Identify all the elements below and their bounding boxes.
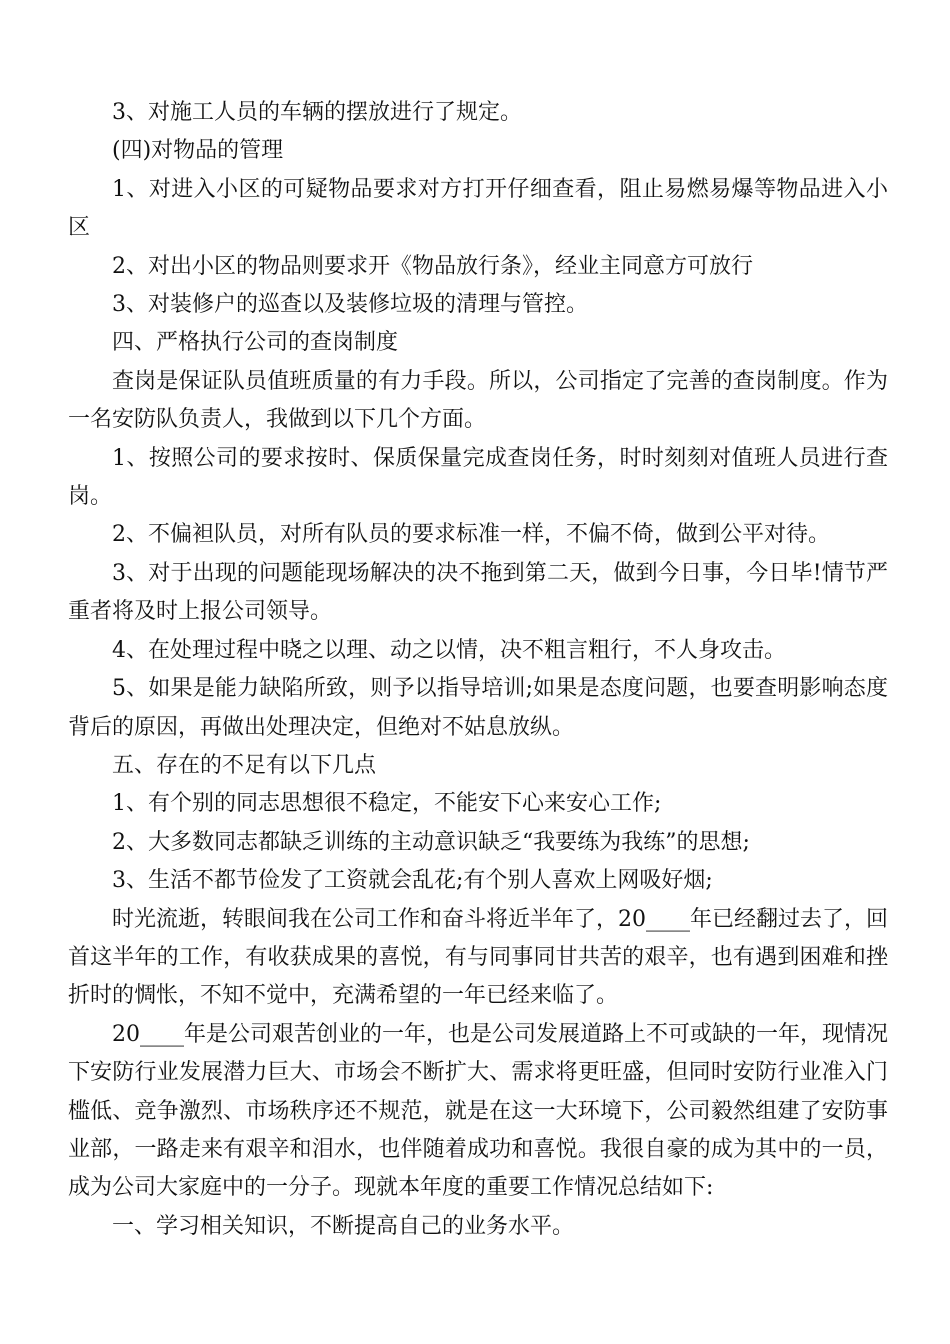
section-heading: (四)对物品的管理 bbox=[112, 138, 284, 164]
paragraph: 4、在处理过程中晓之以理、动之以情，决不粗言粗行，不人身攻击。 bbox=[112, 637, 786, 663]
paragraph: 3、生活不都节俭发了工资就会乱花;有个别人喜欢上网吸好烟; bbox=[112, 868, 713, 894]
paragraph: 查岗是保证队员值班质量的有力手段。所以，公司指定了完善的查岗制度。作为一名安防队负责人，我做到以下几个方面。 bbox=[68, 368, 888, 433]
paragraph: 3、对于出现的问题能现场解决的决不拖到第二天，做到今日事，今日毕!情节严重者将及时上报公司领导。 bbox=[68, 560, 888, 625]
paragraph: 1、对进入小区的可疑物品要求对方打开仔细查看，阻止易燃易爆等物品进入小区 bbox=[68, 176, 888, 241]
paragraph: 2、大多数同志都缺乏训练的主动意识缺乏“我要练为我练”的思想; bbox=[112, 829, 750, 855]
paragraph: 3、对施工人员的车辆的摆放进行了规定。 bbox=[112, 100, 522, 125]
paragraph: 1、按照公司的要求按时、保质保量完成查岗任务，时时刻刻对值班人员进行查岗。 bbox=[68, 445, 888, 510]
paragraph: 5、如果是能力缺陷所致，则予以指导培训;如果是态度问题，也要查明影响态度背后的原因，再做出处理决定，但绝对不姑息放纵。 bbox=[68, 676, 888, 740]
paragraph: 时光流逝，转眼间我在公司工作和奋斗将近半年了，20____年已经翻过去了，回首这半年的工作，有收获成果的喜悦，有与同事同甘共苦的艰辛，也有遇到困难和挫折时的惆怅，不知不觉中，充满希望的一年已经来临了。 bbox=[68, 906, 888, 1009]
paragraph: 3、对装修户的巡查以及装修垃圾的清理与管控。 bbox=[112, 292, 588, 318]
section-heading: 一、学习相关知识，不断提高自己的业务水平。 bbox=[112, 1213, 575, 1239]
paragraph: 1、有个别的同志思想很不稳定，不能安下心来安心工作; bbox=[112, 791, 662, 817]
paragraph: 2、对出小区的物品则要求开《物品放行条》，经业主同意方可放行 bbox=[112, 253, 753, 279]
document-page bbox=[68, 94, 888, 1246]
section-heading: 五、存在的不足有以下几点 bbox=[112, 752, 377, 778]
section-heading: 四、严格执行公司的查岗制度 bbox=[112, 330, 399, 356]
paragraph: 2、不偏袒队员，对所有队员的要求标准一样，不偏不倚，做到公平对待。 bbox=[112, 522, 830, 548]
paragraph: 20____年是公司艰苦创业的一年，也是公司发展道路上不可或缺的一年，现情况下安防行业发展潜力巨大、市场会不断扩大、需求将更旺盛，但同时安防行业准入门槛低、竞争激烈、市场秩序还不规范，就是在这一大环境下，公司毅然组建了安防事业部，一路走来有艰辛和泪水，也伴随着成功和喜悦。我很自豪的成为其中的一员，成为公司大家庭中的一分子。现就本年度的重要工作情况总结如下: bbox=[68, 1021, 888, 1201]
